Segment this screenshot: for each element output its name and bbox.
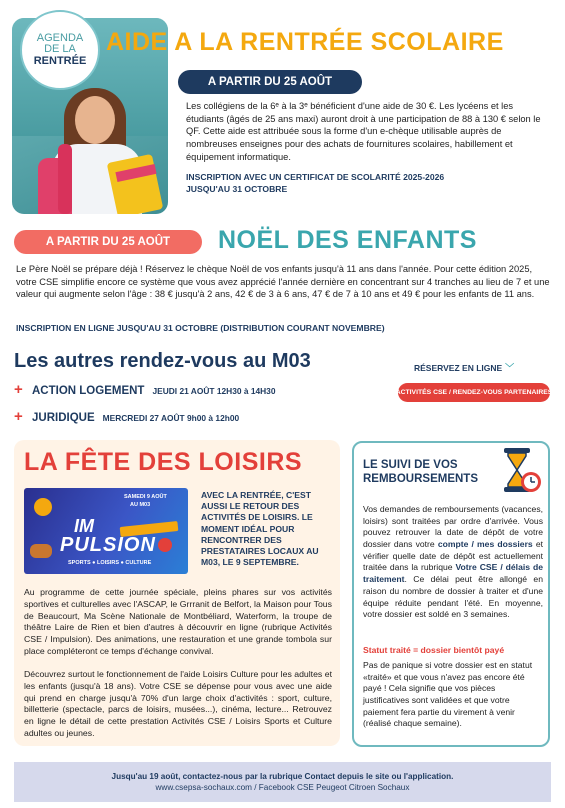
chevron-down-icon: ﹀ [505, 363, 515, 373]
footer-banner [14, 762, 551, 802]
poster-word-2: PULSION [60, 534, 156, 556]
noel-inscription: INSCRIPTION EN LIGNE JUSQU'AU 31 OCTOBRE (DISTRIBUTION COURANT NOVEMBRE) [16, 323, 385, 333]
plus-icon: + [14, 408, 23, 425]
suivi-title: LE SUIVI DE VOS REMBOURSEMENTS [363, 459, 479, 486]
reservez-label: RÉSERVEZ EN LIGNE [414, 363, 503, 373]
photo-backpack-strap [58, 144, 72, 214]
autres-title: Les autres rendez-vous au M03 [14, 350, 311, 372]
rdv-name: JURIDIQUE [32, 412, 95, 424]
footer-line-2: www.csepsa-sochaux.com / Facebook CSE Peugeot Citroen Sochaux [155, 783, 410, 792]
agenda-line-3: RENTRÉE [33, 54, 87, 67]
rdv-date: MERCREDI 27 AOÛT 9h00 à 12h00 [102, 413, 240, 423]
guitar-icon [30, 544, 52, 558]
rentree-date-pill: A PARTIR DU 25 AOÛT [178, 70, 362, 94]
fete-paragraph-2: Découvrez surtout le fonctionnement de l'aide Loisirs Culture pour les adultes et les enfants (jusqu'à 18 ans). Votre CSE se dépense pour vous avec une aide qui prend en charge jusqu'à 70% d'un large choix d'activités : sport, culture, billetterie (spectacle, parcs de loisirs, musées...), cinéma, lecture... Retrouvez en ligne le détail de cette prestation Activités CSE / Loisirs Sports et Culture adultes ou jeunes. [24, 669, 332, 739]
rentree-inscription-line-1: INSCRIPTION AVEC UN CERTIFICAT DE SCOLARITÉ 2025-2026 [186, 172, 445, 182]
rdv-name: ACTION LOGEMENT [32, 385, 145, 397]
noel-title: NOËL DES ENFANTS [218, 226, 477, 254]
ball-icon [34, 498, 52, 516]
rentree-title: AIDE A LA RENTRÉE SCOLAIRE [106, 28, 504, 56]
rdv-item-action-logement [14, 381, 276, 398]
rdv-item-juridique [14, 408, 239, 425]
agenda-line-1: AGENDA [36, 31, 84, 44]
poster-date-line-2: AU M03 [130, 502, 151, 508]
plus-icon: + [14, 381, 23, 398]
suivi-text-a: Vos demandes de remboursements (vacances, loisirs) sont traitées par ordre d'arrivée. Vous pouvez retrouver la date de dépôt de votre dossier dans votre [363, 504, 543, 550]
poster-tagline: SPORTS ● LOISIRS ● CULTURE [68, 560, 152, 566]
suivi-paragraph-2: Pas de panique si votre dossier est en statut «traité» et que vous n'avez pas encore été payé ! Cela signifie que vos pièces justificatives sont validées et que votre paiement fera partie du virement à venir (réalisé chaque semaine). [363, 660, 533, 729]
agenda-line-2: DE LA [44, 43, 76, 56]
fete-intro: AVEC LA RENTRÉE, C'EST AUSSI LE RETOUR DES ACTIVITÉS DE LOISIRS. LE MOMENT IDÉAL POUR RENCONTRER DES PRESTATAIRES LOCAUX AU M03, LE 9 SEPTEMBRE. [201, 490, 319, 568]
ball-icon [158, 538, 172, 552]
suivi-statut: Statut traité = dossier bientôt payé [363, 645, 505, 655]
photo-books [107, 154, 164, 214]
noel-date-pill: A PARTIR DU 25 AOÛT [14, 230, 202, 254]
suivi-link-delais: Votre CSE / délais de traitement [363, 562, 543, 585]
suivi-text-c: et vérifier quelle date de dépôt est actuellement traitée dans la rubrique [363, 539, 543, 573]
poster-word-1: IM [74, 516, 94, 536]
rentree-body: Les collégiens de la 6ᵉ à la 3ᵉ bénéficient d'une aide de 30 €. Les lycéens et les étudiants (âgés de 25 ans maxi) auront droit à une participation de 88 à 130 € selon le QF. Cette aide est attribuée sous la forme d'un e-chèque utilisable auprès de nombreuses enseignes pour des achats de fournitures scolaires, habillement et équipement informatique. [186, 101, 541, 162]
noel-body: Le Père Noël se prépare déjà ! Réservez le chèque Noël de vos enfants jusqu'à 11 ans dans l'année. Pour cette édition 2025, votre CSE simplifie encore ce système que vous avez apprécié l'année dernière en concentrant sur 4 tranches au lieu de 7 et une valeur qui augmente selon l'âge : 38 € jusqu'à 2 ans, 42 € de 3 à 6 ans, 47 € de 7 à 10 ans et 49 € pour les enfants de 11 ans. [16, 264, 550, 300]
suivi-text-d: . Ce délai peut être allongé en raison du nombre de dossier à traiter et d'une équipe réduite pendant l'été. En moyenne, votre dossier est soldé en 3 semaines. [363, 574, 543, 620]
poster-date-line-1: SAMEDI 9 AOÛT [124, 494, 167, 500]
rdv-date: JEUDI 21 AOÛT 12H30 à 14H30 [152, 386, 276, 396]
suivi-link-compte: compte / mes dossiers [437, 539, 533, 550]
rentree-inscription [186, 172, 546, 195]
agenda-badge [20, 10, 100, 90]
hourglass-icon [500, 446, 542, 496]
rentree-inscription-line-2: JUSQU'AU 31 OCTOBRE [186, 183, 288, 194]
suivi-paragraph-1 [363, 504, 543, 621]
impulsion-poster [24, 488, 188, 574]
photo-face [75, 96, 115, 144]
fete-title: LA FÊTE DES LOISIRS [24, 448, 303, 476]
reservez-en-ligne-link[interactable] [414, 361, 514, 374]
footer-line-1: Jusqu'au 19 août, contactez-nous par la rubrique Contact depuis le site ou l'application. [111, 772, 454, 781]
activites-cse-button[interactable]: ACTIVITÉS CSE / RENDEZ-VOUS PARTENAIRES [398, 383, 550, 402]
fete-paragraph-1: Au programme de cette journée spéciale, pleins phares sur vos activités sportives et culturelles avec l'ASCAP, le Grrranit de Belfort, la Maison pour Tous de Beaucourt, Ma Scène Nationale de Montbéliard, Waterform, la troupe de théâtre Laire de Rien et bien d'autres à découvrir en ligne (rubrique Activités CSE / Impulsion). Des animations, une restauration et une grande tombola sur place compléteront ce temps d'échange convival. [24, 587, 332, 657]
